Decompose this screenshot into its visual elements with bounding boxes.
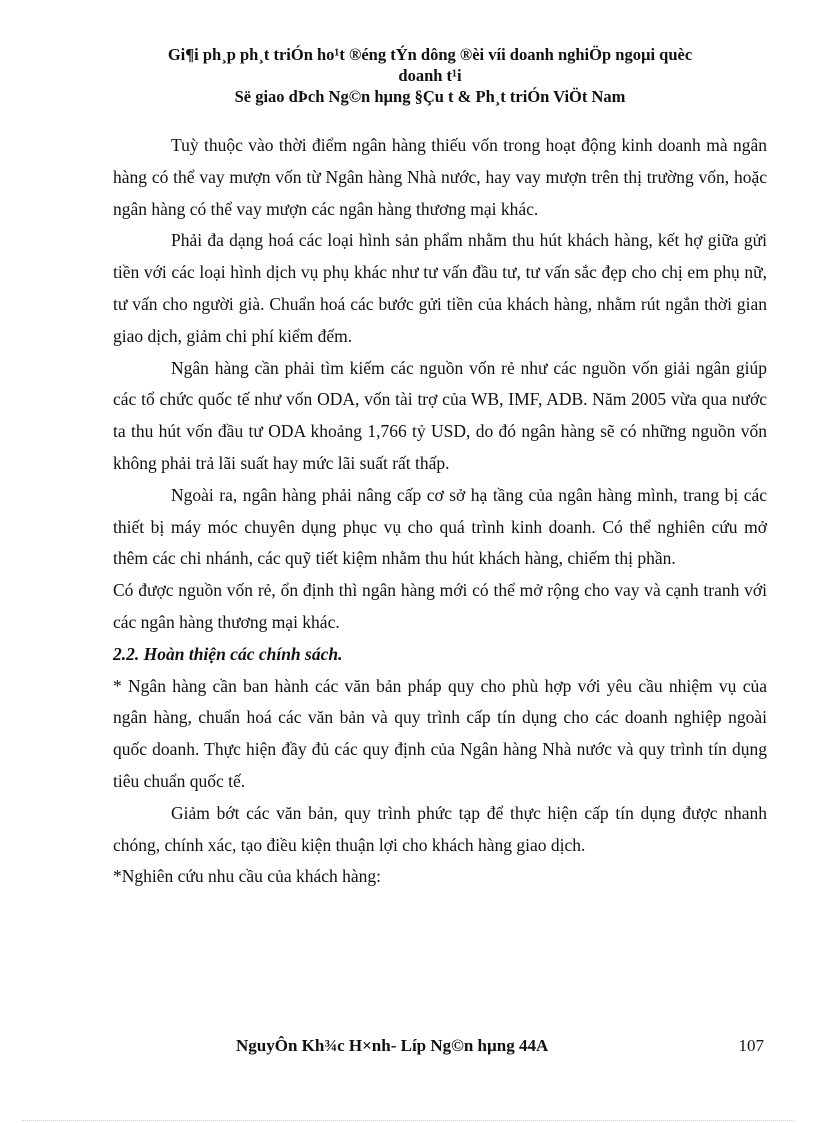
paragraph: Phải đa dạng hoá các loại hình sản phẩm nhằm thu hút khách hàng, kết hợ giữa gửi tiền với các loại hình dịch vụ phụ khác như tư vấn đầu tư, tư vấn sắc đẹp cho chị em phụ nữ, tư vấn cho người già. Chuẩn hoá các bước gửi tiền của khách hàng, nhằm rút ngắn thời gian giao dịch, giảm chi phí kiểm đếm. [113,230,767,346]
paragraph: Tuỳ thuộc vào thời điểm ngân hàng thiếu vốn trong hoạt động kinh doanh mà ngân hàng có thể vay mượn vốn từ Ngân hàng Nhà nước, hay vay mượn trên thị trường vốn, hoặc ngân hàng có thể vay mượn các ngân hàng thương mại khác. [113,135,767,219]
header-title-line-1: Gi¶i ph¸p ph¸t triÓn ho¹t ®éng tÝn dông ®èi víi doanh nghiÖp ngoµi quèc [167,45,693,64]
page-number: 107 [738,1036,764,1055]
page-header [110,44,750,107]
page-footer [0,1036,816,1060]
footer-author: NguyÔn Kh¾c H×nh- Líp Ng©n hµng 44A [236,1036,549,1055]
header-title-line-3: Së giao dÞch Ng©n hµng §Çu t & Ph¸t triÓn ViÖt Nam [234,87,626,106]
paragraph: * Ngân hàng cần ban hành các văn bản pháp quy cho phù hợp với yêu cầu nhiệm vụ của ngân hàng, chuẩn hoá các văn bản và quy trình cấp tín dụng cho các doanh nghiệp ngoài quốc doanh. Thực hiện đầy đủ các quy định của Ngân hàng Nhà nước và quy trình tín dụng tiêu chuẩn quốc tế. [113,675,767,791]
section-heading: 2.2. Hoàn thiện các chính sách. [113,643,343,664]
paragraph: Ngân hàng cần phải tìm kiếm các nguồn vốn rẻ như các nguồn vốn giải ngân giúp các tổ chức quốc tế như vốn ODA, vốn tài trợ của WB, IMF, ADB. Năm 2005 vừa qua nước ta thu hút vốn đầu tư ODA khoảng 1,766 tỷ USD, do đó ngân hàng sẽ có những nguồn vốn không phải trả lãi suất hay mức lãi suất rất thấp. [113,357,767,473]
header-title-line-2: doanh t¹i [398,66,462,85]
paragraph: Có được nguồn vốn rẻ, ổn định thì ngân hàng mới có thể mở rộng cho vay và cạnh tranh với các ngân hàng thương mại khác. [113,580,767,632]
page-edge-divider [22,1120,794,1121]
paragraph: *Nghiên cứu nhu cầu của khách hàng: [113,866,382,887]
paragraph: Giảm bớt các văn bản, quy trình phức tạp để thực hiện cấp tín dụng được nhanh chóng, chính xác, tạo điều kiện thuận lợi cho khách hàng giao dịch. [113,802,767,855]
document-body [113,130,767,893]
paragraph: Ngoài ra, ngân hàng phải nâng cấp cơ sở hạ tầng của ngân hàng mình, trang bị các thiết bị máy móc chuyên dụng phục vụ cho quá trình kinh doanh. Có thể nghiên cứu mở thêm các chi nhánh, các quỹ tiết kiệm nhằm thu hút khách hàng, chiếm thị phần. [113,484,767,569]
